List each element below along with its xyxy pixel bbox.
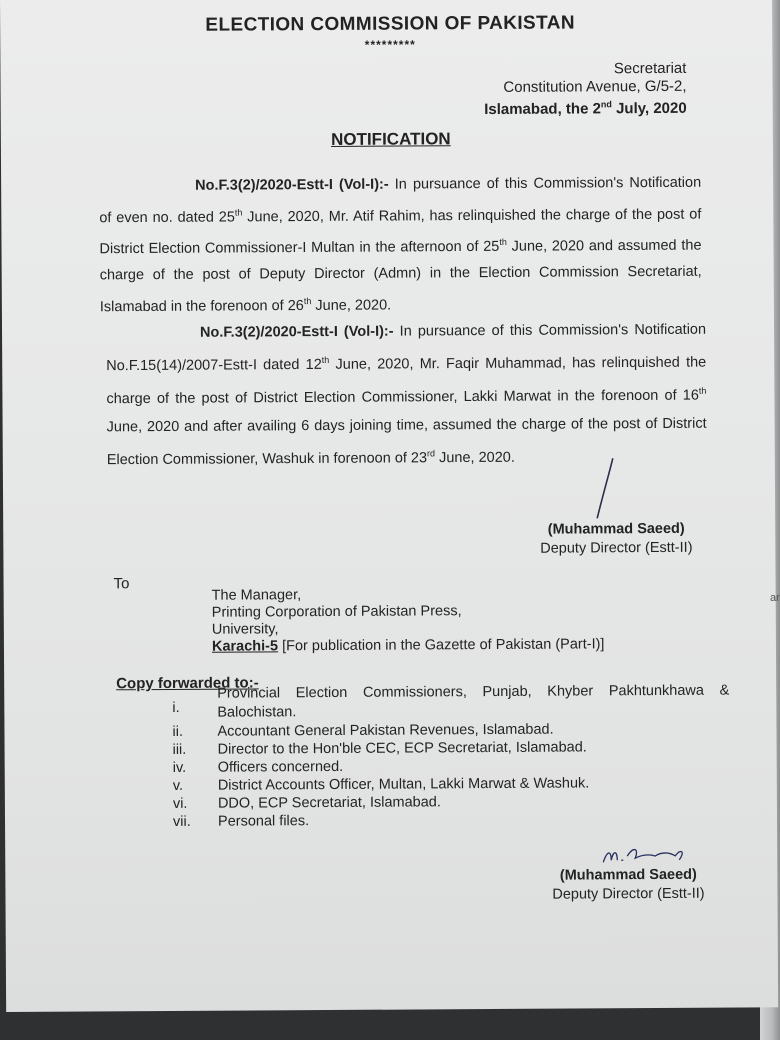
list-item: ii. Accountant General Pakistan Revenues, Islamabad. bbox=[172, 721, 554, 740]
signatory-designation: Deputy Director (Estt-II) bbox=[540, 539, 693, 557]
edge-text-fragment: ar bbox=[770, 592, 780, 604]
recipient-city: Karachi-5 bbox=[211, 638, 279, 655]
copy-forwarded-heading: Copy forwarded to:- bbox=[116, 674, 259, 693]
address-line-2: Constitution Avenue, G/5-2, bbox=[503, 77, 687, 96]
address-date-line: Islamabad, the 2nd July, 2020 bbox=[484, 99, 687, 119]
recipient-address: The Manager, Printing Corporation of Pakistan Press, University, Karachi-5 [For publication in the Gazette of Pakistan (Part-I)] bbox=[211, 587, 605, 655]
to-label: To bbox=[113, 575, 130, 593]
signature-block-1 bbox=[521, 520, 711, 559]
list-item: vii. Personal files. bbox=[172, 813, 310, 830]
signature-block-2 bbox=[543, 866, 713, 905]
signatory-name: (Muhammad Saeed) bbox=[547, 520, 685, 538]
notification-paragraph-2: No.F.3(2)/2020-Estt-I (Vol-I):- In pursuance of this Commission's Notification No.F.15(14)/2007-Estt-I dated 12th June, 2020, Mr. Faqir Muhammad, has relinquished the charge of the post of District Election Commissioner, Lakki Marwat in the forenoon of 16th June, 2020 and after availing 6 days joining time, assumed the charge of the post of District Election Commissioner, Washuk in forenoon of 23rd June, 2020. bbox=[106, 321, 707, 468]
reference-number: No.F.3(2)/2020-Estt-I (Vol-I):- bbox=[195, 176, 389, 194]
commission-title: ELECTION COMMISSION OF PAKISTAN bbox=[205, 12, 575, 36]
list-item: iii. Director to the Hon'ble CEC, ECP Secretariat, Islamabad. bbox=[172, 739, 587, 758]
address-line-1: Secretariat bbox=[613, 59, 687, 78]
copy-forwarded-list bbox=[169, 682, 730, 831]
list-item: vi. DDO, ECP Secretariat, Islamabad. bbox=[172, 794, 441, 812]
reference-number: No.F.3(2)/2020-Estt-I (Vol-I):- bbox=[199, 323, 394, 341]
signatory-designation: Deputy Director (Estt-II) bbox=[552, 885, 705, 903]
list-item: v. District Accounts Officer, Multan, Lakki Marwat & Washuk. bbox=[172, 775, 590, 794]
notification-paragraph-1: No.F.3(2)/2020-Estt-I (Vol-I):- In pursuance of this Commission's Notification of even no. dated 25th June, 2020, Mr. Atif Rahim, has relinquished the charge of the post of District Election Commissioner-I Multan in the afternoon of 25th June, 2020 and assumed the charge of the post of Deputy Director (Admn) in the Election Commission Secretariat, Islamabad in the forenoon of 26th June, 2020. bbox=[99, 174, 702, 315]
notification-heading: NOTIFICATION bbox=[330, 129, 451, 149]
list-item: i. Provincial Election Commissioners, Punjab, Khyber Pakhtunkhawa & Balochistan. bbox=[172, 682, 730, 721]
signatory-name: (Muhammad Saeed) bbox=[559, 866, 697, 884]
title-separator: ********* bbox=[364, 37, 416, 52]
list-item: iv. Officers concerned. bbox=[172, 758, 344, 776]
signature-stroke-icon bbox=[583, 454, 623, 524]
